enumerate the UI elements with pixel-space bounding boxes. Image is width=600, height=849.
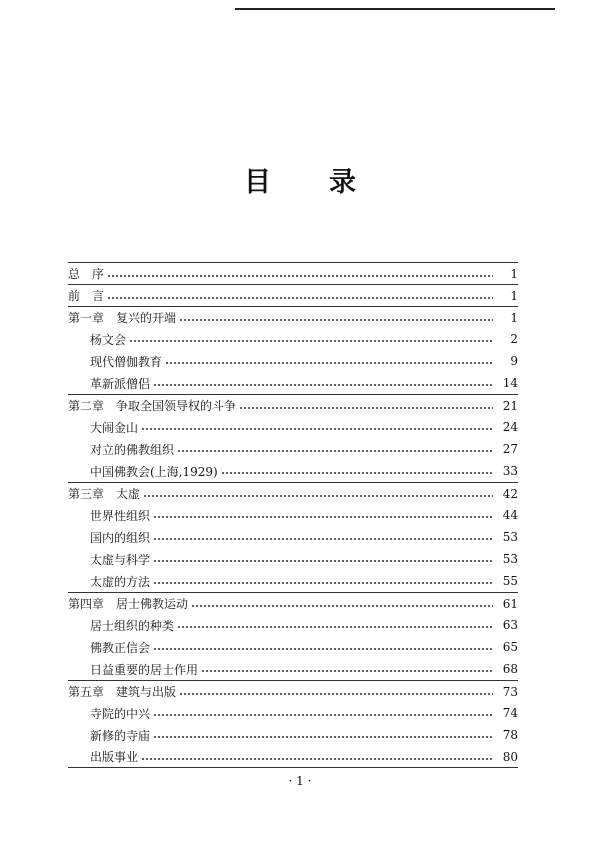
toc-entry-title: 前 言 [68,289,105,303]
page-title [0,160,600,199]
dot-leader [153,731,493,739]
toc-entry-title: 太虚的方法 [90,574,151,589]
dot-leader [143,490,493,498]
toc-section-entry[interactable] [68,636,518,658]
toc-entry-title: 第三章 太虚 [68,487,141,501]
dot-leader [153,533,493,541]
toc-chapter-entry[interactable] [68,482,518,504]
toc-entry-title: 中国佛教会(上海,1929) [90,464,218,479]
toc-entry-page: 21 [502,398,518,413]
dot-leader [191,600,493,608]
toc-entry-title: 第一章 复兴的开端 [68,311,177,325]
toc-entry-title: 第二章 争取全国领导权的斗争 [68,399,237,413]
toc-entry-page: 42 [502,486,518,501]
toc-entry-page: 53 [502,530,518,544]
toc-entry-title: 大闹金山 [90,420,139,435]
dot-leader [153,709,493,717]
toc-section-entry[interactable] [68,350,518,372]
toc-entry-page: 68 [502,662,518,676]
toc-entry-title: 杨文会 [90,332,127,347]
toc-section-entry[interactable] [68,416,518,438]
toc-section-entry[interactable] [68,372,518,394]
toc-section-entry[interactable] [68,504,518,526]
toc-entry-page: 9 [510,354,518,368]
dot-leader [141,753,493,761]
toc-entry-title: 对立的佛教组织 [90,442,175,457]
toc-entry-page: 33 [502,464,518,478]
dot-leader [153,555,493,563]
toc-entry-page: 1 [510,266,518,281]
dot-leader [153,379,493,387]
toc-entry-title: 现代僧伽教育 [90,354,163,369]
top-rule [235,8,555,10]
toc-chapter-entry[interactable] [68,394,518,416]
dot-leader [107,292,493,300]
dot-leader [177,621,493,629]
toc-entry-page: 24 [502,420,518,434]
toc-section-entry[interactable] [68,702,518,724]
dot-leader [153,643,493,651]
toc-entry-title: 佛教正信会 [90,640,151,655]
dot-leader [165,357,493,365]
toc-section-entry[interactable] [68,570,518,592]
toc-section-entry[interactable] [68,438,518,460]
toc-section-entry[interactable] [68,724,518,746]
toc-entry-title: 第五章 建筑与出版 [68,685,177,699]
toc-entry-title: 出版事业 [90,750,139,764]
toc-entry-title: 居士组织的种类 [90,618,175,633]
toc-section-entry[interactable] [68,746,518,768]
dot-leader [239,402,493,410]
toc-entry-page: 55 [502,574,518,588]
dot-leader [179,314,493,322]
toc-entry-title: 革新派僧侣 [90,376,151,391]
toc-entry-page: 78 [502,728,518,742]
toc-entry-page: 27 [502,442,518,456]
title-char-1: 目 [244,167,271,198]
toc-chapter-entry[interactable] [68,262,518,284]
dot-leader [129,335,493,343]
toc-entry-page: 44 [502,508,518,522]
toc-entry-page: 80 [502,749,518,764]
page-number: · 1 · [288,774,312,788]
toc-entry-title: 总 序 [68,267,105,281]
table-of-contents [68,262,518,768]
toc-entry-title: 世界性组织 [90,508,151,523]
dot-leader [179,688,493,696]
toc-chapter-entry[interactable] [68,680,518,702]
dot-leader [221,467,493,475]
toc-entry-page: 2 [510,332,518,346]
toc-entry-page: 61 [502,596,518,611]
toc-entry-page: 74 [502,706,518,720]
toc-entry-page: 65 [502,640,518,654]
toc-section-entry[interactable] [68,328,518,350]
toc-entry-title: 寺院的中兴 [90,706,151,721]
toc-section-entry[interactable] [68,548,518,570]
title-char-2: 录 [329,167,356,198]
toc-section-entry[interactable] [68,658,518,680]
toc-entry-title: 国内的组织 [90,530,151,545]
toc-entry-page: 53 [502,552,518,566]
dot-leader [201,665,493,673]
toc-chapter-entry[interactable] [68,284,518,306]
toc-entry-title: 第四章 居士佛教运动 [68,597,189,611]
toc-section-entry[interactable] [68,460,518,482]
toc-entry-page: 14 [502,376,518,390]
toc-section-entry[interactable] [68,614,518,636]
toc-entry-page: 1 [510,310,518,325]
toc-chapter-entry[interactable] [68,592,518,614]
dot-leader [153,511,493,519]
toc-entry-page: 73 [502,684,518,699]
dot-leader [107,270,493,278]
dot-leader [153,577,493,585]
toc-entry-title: 太虚与科学 [90,552,151,567]
toc-chapter-entry[interactable] [68,306,518,328]
toc-entry-title: 新修的寺庙 [90,728,151,743]
toc-section-entry[interactable] [68,526,518,548]
toc-entry-page: 63 [502,618,518,632]
toc-entry-page: 1 [510,288,518,303]
toc-entry-title: 日益重要的居士作用 [90,662,199,677]
dot-leader [141,423,493,431]
dot-leader [177,445,493,453]
